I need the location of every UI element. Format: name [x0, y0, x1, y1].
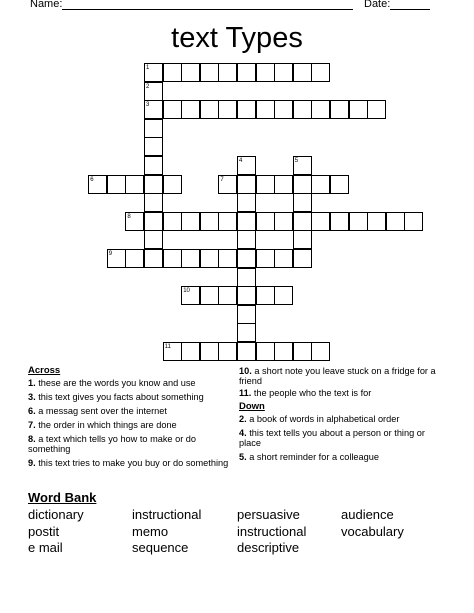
clue-number: 7.	[28, 420, 36, 430]
clue-number: 11.	[239, 388, 252, 398]
word-bank-item: sequence	[132, 540, 189, 555]
cell-number: 4	[239, 158, 243, 164]
name-label: Name:	[30, 0, 63, 10]
clue-text: a text which tells yo how to make or do something	[28, 434, 197, 454]
date-label: Date:	[364, 0, 391, 10]
word-bank-item: instructional	[132, 507, 202, 522]
word-bank-item: vocabulary	[341, 524, 404, 539]
cell-number: 6	[90, 176, 94, 183]
clue-number: 5.	[239, 452, 247, 462]
cell-number: 3	[146, 102, 150, 109]
clue-text: this text tries to make you buy or do something	[38, 458, 229, 468]
word-bank-title: Word Bank	[28, 490, 97, 505]
clue-text: a short reminder for a colleague	[249, 452, 379, 462]
clue-text: this text gives you facts about something	[38, 392, 204, 402]
cell-number: 10	[183, 288, 190, 295]
word-bank-item: instructional	[237, 524, 307, 539]
cell-number: 1	[146, 65, 150, 71]
cell-number: 9	[108, 251, 113, 257]
word-bank-item: audience	[341, 507, 394, 522]
clue-text: a messag sent over the internet	[38, 406, 167, 416]
clue-number: 4.	[239, 428, 247, 438]
word-bank-item: postit	[28, 524, 60, 539]
clue-text: a book of words in alphabetical order	[249, 414, 400, 424]
clue-text: the order in which things are done	[38, 420, 177, 430]
clue-number: 9.	[28, 458, 36, 468]
clue-number: 10.	[239, 366, 252, 376]
word-bank-item: descriptive	[237, 540, 300, 555]
cell-number: 8	[127, 213, 131, 220]
down-heading: Down	[239, 401, 265, 412]
clue-text: the people who the text is for	[253, 388, 372, 398]
cell-number: 11	[164, 344, 171, 350]
word-bank-item: persuasive	[237, 507, 300, 522]
page-title: text Types	[171, 22, 303, 54]
clue-number: 1.	[28, 378, 36, 388]
word-bank-item: e mail	[28, 540, 63, 555]
clue-number: 6.	[28, 406, 36, 416]
cell-number: 7	[220, 176, 224, 183]
clue-text: a short note you leave stuck on a fridge for a friend	[239, 366, 436, 386]
word-bank-item: memo	[132, 524, 169, 539]
clue-text: this text tells you about a person or thing or place	[239, 428, 425, 448]
clue-number: 2.	[239, 414, 247, 424]
across-heading: Across	[28, 365, 61, 376]
clue-number: 3.	[28, 392, 36, 402]
clue-number: 8.	[28, 434, 36, 444]
cell-number: 2	[146, 83, 150, 90]
clue-text: these are the words you know and use	[38, 378, 196, 388]
cell-number: 5	[294, 158, 299, 164]
word-bank-item: dictionary	[28, 507, 84, 522]
